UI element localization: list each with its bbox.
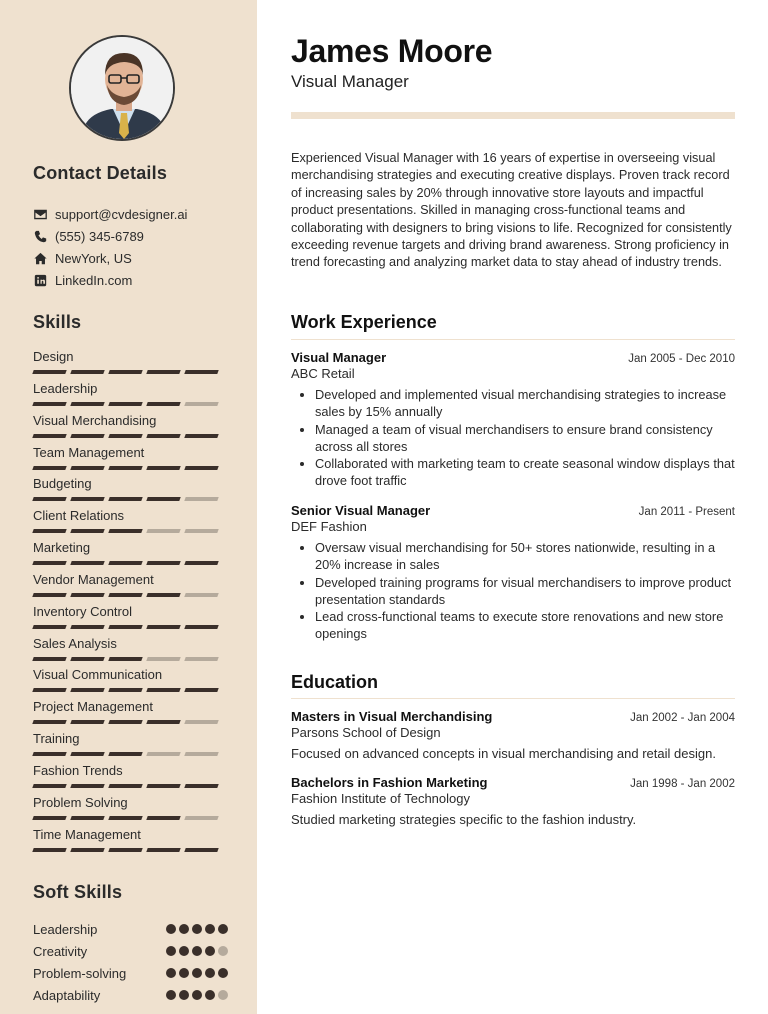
rating-dot [205,968,215,978]
skill-item [33,635,233,667]
skill-item [33,698,233,730]
skill-name: Team Management [33,444,145,460]
skill-level-segment [184,370,218,374]
skill-name: Vendor Management [33,571,154,587]
rating-dot [218,924,228,934]
education-school: Fashion Institute of Technology [291,791,470,806]
skill-level-bar [33,370,218,374]
skill-name: Design [33,349,74,364]
skill-level-bar [33,657,218,661]
skill-name: Sales Analysis [33,635,117,651]
skill-name: Visual Merchandising [33,412,157,428]
skill-level-segment [108,720,142,724]
skill-level-bar [33,816,218,820]
skill-level-bar [33,688,218,692]
skill-name: Project Management [33,699,153,715]
rating-dot [179,990,189,1000]
work-heading: Work Experience [291,312,437,332]
skill-level-segment [146,561,180,565]
skills-list [33,348,233,858]
skill-level-segment [108,497,142,501]
skill-level-segment [184,784,218,788]
education-school: Parsons School of Design [291,725,441,740]
skill-level-segment [146,466,180,470]
skill-level-segment [108,625,142,629]
education-heading: Education [291,672,379,692]
skill-level-segment [184,561,218,565]
skill-item [33,475,233,507]
skill-item [33,348,233,380]
skill-level-segment [146,529,180,533]
education-description: Focused on advanced concepts in visual merchandising and retail design. [291,746,716,761]
skill-item [33,666,233,698]
skill-level-segment [184,402,218,406]
skill-name: Fashion Trends [33,762,123,778]
contact-email-text: support@cvdesigner.ai [55,206,188,222]
skill-level-segment [146,784,180,788]
profile-photo [69,35,175,141]
skill-level-segment [146,720,180,724]
skill-level-segment [32,848,66,852]
rating-dot [166,924,176,934]
soft-skill-name: Problem-solving [33,965,127,981]
skill-level-bar [33,593,218,597]
skill-level-segment [146,497,180,501]
skill-level-segment [70,529,104,533]
soft-skill-rating [166,990,228,1000]
skill-level-segment [108,816,142,820]
sidebar [0,0,257,1014]
profile-summary: Experienced Visual Manager with 16 years of expertise in overseeing visual merchandising strategies and executing creative displays. Proven track record of increasing sales by 20% through innovative store layouts and impactful product presentations. Skilled in managing cross-functional teams and collaborating with designers to bring visions to life. Recognized for consistently exceeding revenue targets and driving brand awareness. Strong proficiency in trend forecasting and analyzing market data to stay ahead of industry trends. [291,151,732,270]
rating-dot [192,968,202,978]
skill-name: Inventory Control [33,603,132,619]
skill-level-segment [108,752,142,756]
skill-level-segment [70,688,104,692]
skill-level-segment [70,816,104,820]
skill-item [33,603,233,635]
work-dates: Jan 2005 - Dec 2010 [628,353,735,365]
skill-level-bar [33,752,218,756]
skill-item [33,507,233,539]
work-role: Visual Manager [291,350,387,365]
skills-heading: Skills [33,312,82,332]
rating-dot [218,946,228,956]
soft-skills-heading: Soft Skills [33,882,123,902]
skill-level-segment [108,657,142,661]
skill-level-bar [33,402,218,406]
skill-level-segment [184,752,218,756]
rating-dot [166,990,176,1000]
skill-level-segment [32,657,66,661]
skill-level-segment [146,657,180,661]
skill-level-segment [32,466,66,470]
skill-name: Time Management [33,826,141,842]
skill-level-segment [184,593,218,597]
skill-level-segment [32,688,66,692]
skill-level-segment [32,402,66,406]
soft-skill-name: Leadership [33,921,98,937]
skill-level-segment [32,816,66,820]
skill-level-segment [108,848,142,852]
education-dates: Jan 2002 - Jan 2004 [630,712,735,724]
skill-item [33,730,233,762]
education-description: Studied marketing strategies specific to the fashion industry. [291,812,637,827]
candidate-name: James Moore [291,33,493,69]
avatar [71,37,175,141]
work-entry [291,350,735,490]
rating-dot [192,990,202,1000]
contact-email[interactable] [33,203,243,225]
skill-item [33,539,233,571]
skill-level-segment [70,370,104,374]
skill-name: Marketing [33,540,91,556]
skill-level-segment [184,434,218,438]
skill-level-segment [70,784,104,788]
contact-phone-text: (555) 345-6789 [55,228,144,244]
work-bullet: • Developed training programs for visual merchandisers to improve product presentation standards [315,574,735,609]
work-bullet: • Oversaw visual merchandising for 50+ stores nationwide, resulting in a 20% increase in sales [315,539,735,574]
rating-dot [218,990,228,1000]
candidate-title: Visual Manager [291,72,409,91]
contact-location-text: NewYork, US [55,250,132,266]
skill-level-bar [33,466,218,470]
skill-name: Leadership [33,380,98,396]
skill-level-bar [33,720,218,724]
skill-level-segment [70,561,104,565]
skill-level-segment [146,816,180,820]
work-bullet: • Developed and implemented visual merchandising strategies to increase sales by 15% annually [315,386,735,421]
soft-skill-item [33,940,228,962]
work-entry [291,503,735,643]
skill-level-segment [108,784,142,788]
work-role: Senior Visual Manager [291,503,431,518]
skill-level-segment [108,402,142,406]
home-icon [33,251,47,265]
rating-dot [192,946,202,956]
work-bullet: • Managed a team of visual merchandisers to ensure brand consistency across all stores [315,421,735,456]
skill-level-segment [70,466,104,470]
soft-skills-list [33,918,228,1006]
rating-dot [218,968,228,978]
skill-level-segment [184,848,218,852]
rating-dot [205,946,215,956]
rating-dot [166,946,176,956]
skill-level-segment [146,625,180,629]
education-degree: Masters in Visual Merchandising [291,709,493,724]
skill-level-segment [108,593,142,597]
linkedin-icon [33,273,47,287]
skill-level-segment [70,657,104,661]
skill-level-segment [184,625,218,629]
soft-skill-item [33,962,228,984]
skill-level-bar [33,497,218,501]
skill-level-bar [33,625,218,629]
soft-skill-name: Adaptability [33,987,101,1003]
skill-level-segment [70,720,104,724]
skill-level-segment [108,688,142,692]
skill-level-segment [146,402,180,406]
skill-item [33,762,233,794]
skill-name: Budgeting [33,476,92,492]
skill-level-segment [70,593,104,597]
skill-level-segment [184,657,218,661]
contact-heading: Contact Details [33,163,168,183]
skill-level-segment [184,497,218,501]
skill-level-segment [184,466,218,470]
skill-level-bar [33,784,218,788]
phone-icon [33,229,47,243]
skill-level-segment [108,370,142,374]
soft-skill-item [33,918,228,940]
skill-level-segment [70,848,104,852]
skill-level-segment [146,688,180,692]
skill-item [33,794,233,826]
email-icon [33,207,47,221]
skill-level-segment [146,593,180,597]
skill-level-bar [33,434,218,438]
contact-phone[interactable] [33,225,243,247]
work-dates: Jan 2011 - Present [638,506,735,518]
rating-dot [166,968,176,978]
skill-name: Problem Solving [33,794,128,810]
skill-name: Client Relations [33,508,125,524]
rating-dot [179,968,189,978]
skill-level-segment [32,561,66,565]
skill-level-segment [184,529,218,533]
skill-level-segment [70,625,104,629]
rating-dot [179,924,189,934]
skill-item [33,380,233,412]
skill-level-segment [32,752,66,756]
skill-item [33,444,233,476]
rating-dot [205,924,215,934]
work-bullet: • Collaborated with marketing team to create seasonal window displays that drove foot traffic [315,455,735,490]
soft-skill-rating [166,924,228,934]
skill-level-segment [184,688,218,692]
contact-list [33,203,243,291]
rating-dot [205,990,215,1000]
skill-item [33,826,233,858]
rating-dot [179,946,189,956]
skill-item [33,412,233,444]
soft-skill-item [33,984,228,1006]
skill-level-segment [32,529,66,533]
contact-linkedin-text: LinkedIn.com [55,272,133,288]
work-divider [291,339,735,340]
skill-level-segment [32,720,66,724]
work-bullets [291,539,735,643]
skill-name: Training [33,731,80,747]
skill-level-segment [146,752,180,756]
work-company: DEF Fashion [291,519,367,534]
skill-level-segment [108,466,142,470]
skill-level-segment [108,561,142,565]
soft-skill-name: Creativity [33,943,88,959]
skill-level-bar [33,529,218,533]
skill-level-segment [70,752,104,756]
skill-level-segment [108,434,142,438]
work-company: ABC Retail [291,366,355,381]
skill-level-bar [33,848,218,852]
education-entry [291,775,735,827]
soft-skill-rating [166,968,228,978]
skill-level-segment [70,497,104,501]
contact-linkedin[interactable] [33,269,243,291]
skill-level-segment [32,625,66,629]
skill-level-segment [146,370,180,374]
contact-location [33,247,243,269]
skill-level-bar [33,561,218,565]
skill-level-segment [146,434,180,438]
education-degree: Bachelors in Fashion Marketing [291,775,488,790]
skill-level-segment [32,784,66,788]
work-bullets [291,386,735,490]
skill-level-segment [32,370,66,374]
skill-level-segment [32,434,66,438]
education-dates: Jan 1998 - Jan 2002 [630,778,735,790]
skill-level-segment [70,434,104,438]
skill-level-segment [184,816,218,820]
skill-item [33,571,233,603]
education-divider [291,698,735,699]
skill-level-segment [32,497,66,501]
soft-skill-rating [166,946,228,956]
education-entry [291,709,735,761]
skill-level-segment [108,529,142,533]
rating-dot [192,924,202,934]
skill-level-segment [70,402,104,406]
skill-name: Visual Communication [33,667,163,683]
work-bullet: • Lead cross-functional teams to execute store renovations and new store openings [315,608,735,643]
skill-level-segment [184,720,218,724]
header-divider [291,112,735,119]
skill-level-segment [32,593,66,597]
skill-level-segment [146,848,180,852]
